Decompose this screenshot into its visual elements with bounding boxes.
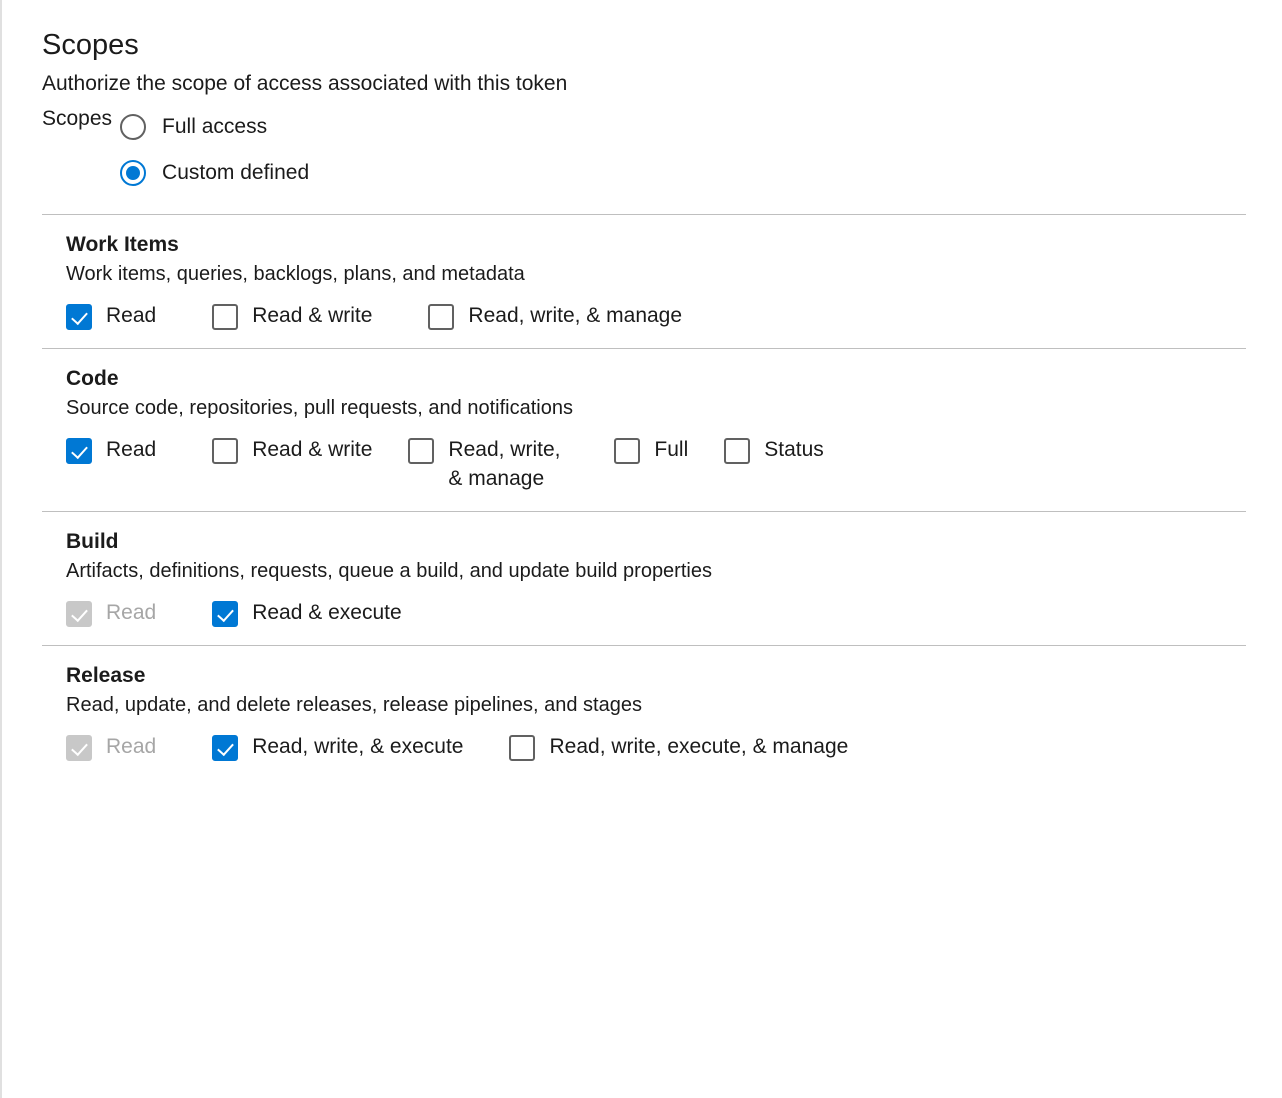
radio-icon-custom-defined[interactable]: [120, 160, 146, 186]
checkbox-icon-code-read-write[interactable]: [212, 438, 238, 464]
checkbox-label-build-read-execute: Read & execute: [252, 601, 402, 625]
checkbox-label-code-read-write: Read & write: [252, 438, 373, 462]
checkbox-label-work-items-read-write-manage: Read, write, & manage: [468, 303, 683, 327]
checkbox-option-work-items-read[interactable]: [66, 302, 156, 330]
section-title-build: Build: [66, 530, 119, 554]
checkbox-label-release-read: Read: [106, 735, 157, 759]
checkbox-icon-code-read[interactable]: [66, 438, 92, 464]
checkbox-label-release-read-write-execute-manage: Read, write, execute, & manage: [549, 735, 849, 759]
checkbox-icon-code-read-write-manage[interactable]: [408, 438, 434, 464]
radio-label-custom-defined: Custom defined: [162, 160, 310, 184]
checkbox-icon-release-read: [66, 735, 92, 761]
section-desc-build: Artifacts, definitions, requests, queue a build, and update build properties: [66, 560, 712, 583]
checkbox-option-code-read-write-manage[interactable]: [408, 436, 578, 493]
checkbox-icon-build-read-execute[interactable]: [212, 601, 238, 627]
checkbox-label-code-read-write-manage: Read, write, & manage: [448, 438, 561, 490]
section-desc-release: Read, update, and delete releases, release pipelines, and stages: [66, 694, 642, 717]
scope-section-code: [2, 349, 1282, 511]
checkbox-label-work-items-read: Read: [106, 303, 157, 327]
checkbox-option-work-items-read-write[interactable]: [212, 302, 372, 330]
scope-section-release: [2, 646, 1282, 779]
checkbox-icon-work-items-read[interactable]: [66, 304, 92, 330]
checkbox-option-work-items-read-write-manage[interactable]: [428, 302, 682, 330]
scope-section-work-items: [2, 215, 1282, 348]
checkbox-label-release-read-write-execute: Read, write, & execute: [252, 735, 464, 759]
checkbox-option-release-read: [66, 733, 156, 761]
checkbox-option-build-read-execute[interactable]: [212, 599, 401, 627]
checkbox-icon-work-items-read-write[interactable]: [212, 304, 238, 330]
section-desc-code: Source code, repositories, pull requests, and notifications: [66, 397, 573, 420]
page-subtitle: Authorize the scope of access associated with this token: [42, 71, 568, 95]
checkbox-icon-release-read-write-execute-manage[interactable]: [509, 735, 535, 761]
checkbox-icon-work-items-read-write-manage[interactable]: [428, 304, 454, 330]
checkbox-option-release-read-write-execute[interactable]: [212, 733, 463, 761]
checkbox-icon-release-read-write-execute[interactable]: [212, 735, 238, 761]
scope-section-build: [2, 512, 1282, 645]
checkbox-option-code-status[interactable]: [724, 436, 824, 464]
checkbox-option-code-read[interactable]: [66, 436, 156, 464]
radio-option-custom-defined[interactable]: [120, 150, 309, 196]
checkbox-label-code-full: Full: [654, 438, 689, 462]
checkbox-label-build-read: Read: [106, 601, 157, 625]
section-desc-work-items: Work items, queries, backlogs, plans, and metadata: [66, 262, 525, 285]
radio-label-full-access: Full access: [162, 114, 268, 138]
radio-option-full-access[interactable]: [120, 104, 309, 150]
checkbox-option-build-read: [66, 599, 156, 627]
checkbox-icon-code-full[interactable]: [614, 438, 640, 464]
checkbox-label-code-read: Read: [106, 438, 157, 462]
scopes-radio-group-label: Scopes: [42, 106, 113, 130]
scopes-header: [2, 0, 1282, 196]
page-title: Scopes: [42, 29, 139, 61]
radio-icon-full-access[interactable]: [120, 114, 146, 140]
scopes-radio-group: [42, 104, 1282, 196]
checkbox-label-work-items-read-write: Read & write: [252, 303, 373, 327]
section-title-work-items: Work Items: [66, 232, 179, 256]
checkbox-icon-code-status[interactable]: [724, 438, 750, 464]
checkbox-label-code-status: Status: [764, 438, 824, 462]
checkbox-icon-build-read: [66, 601, 92, 627]
section-title-release: Release: [66, 664, 146, 688]
checkbox-option-code-read-write[interactable]: [212, 436, 372, 464]
section-title-code: Code: [66, 367, 119, 391]
checkbox-option-code-full[interactable]: [614, 436, 688, 464]
checkbox-option-release-read-write-execute-manage[interactable]: [509, 733, 848, 761]
